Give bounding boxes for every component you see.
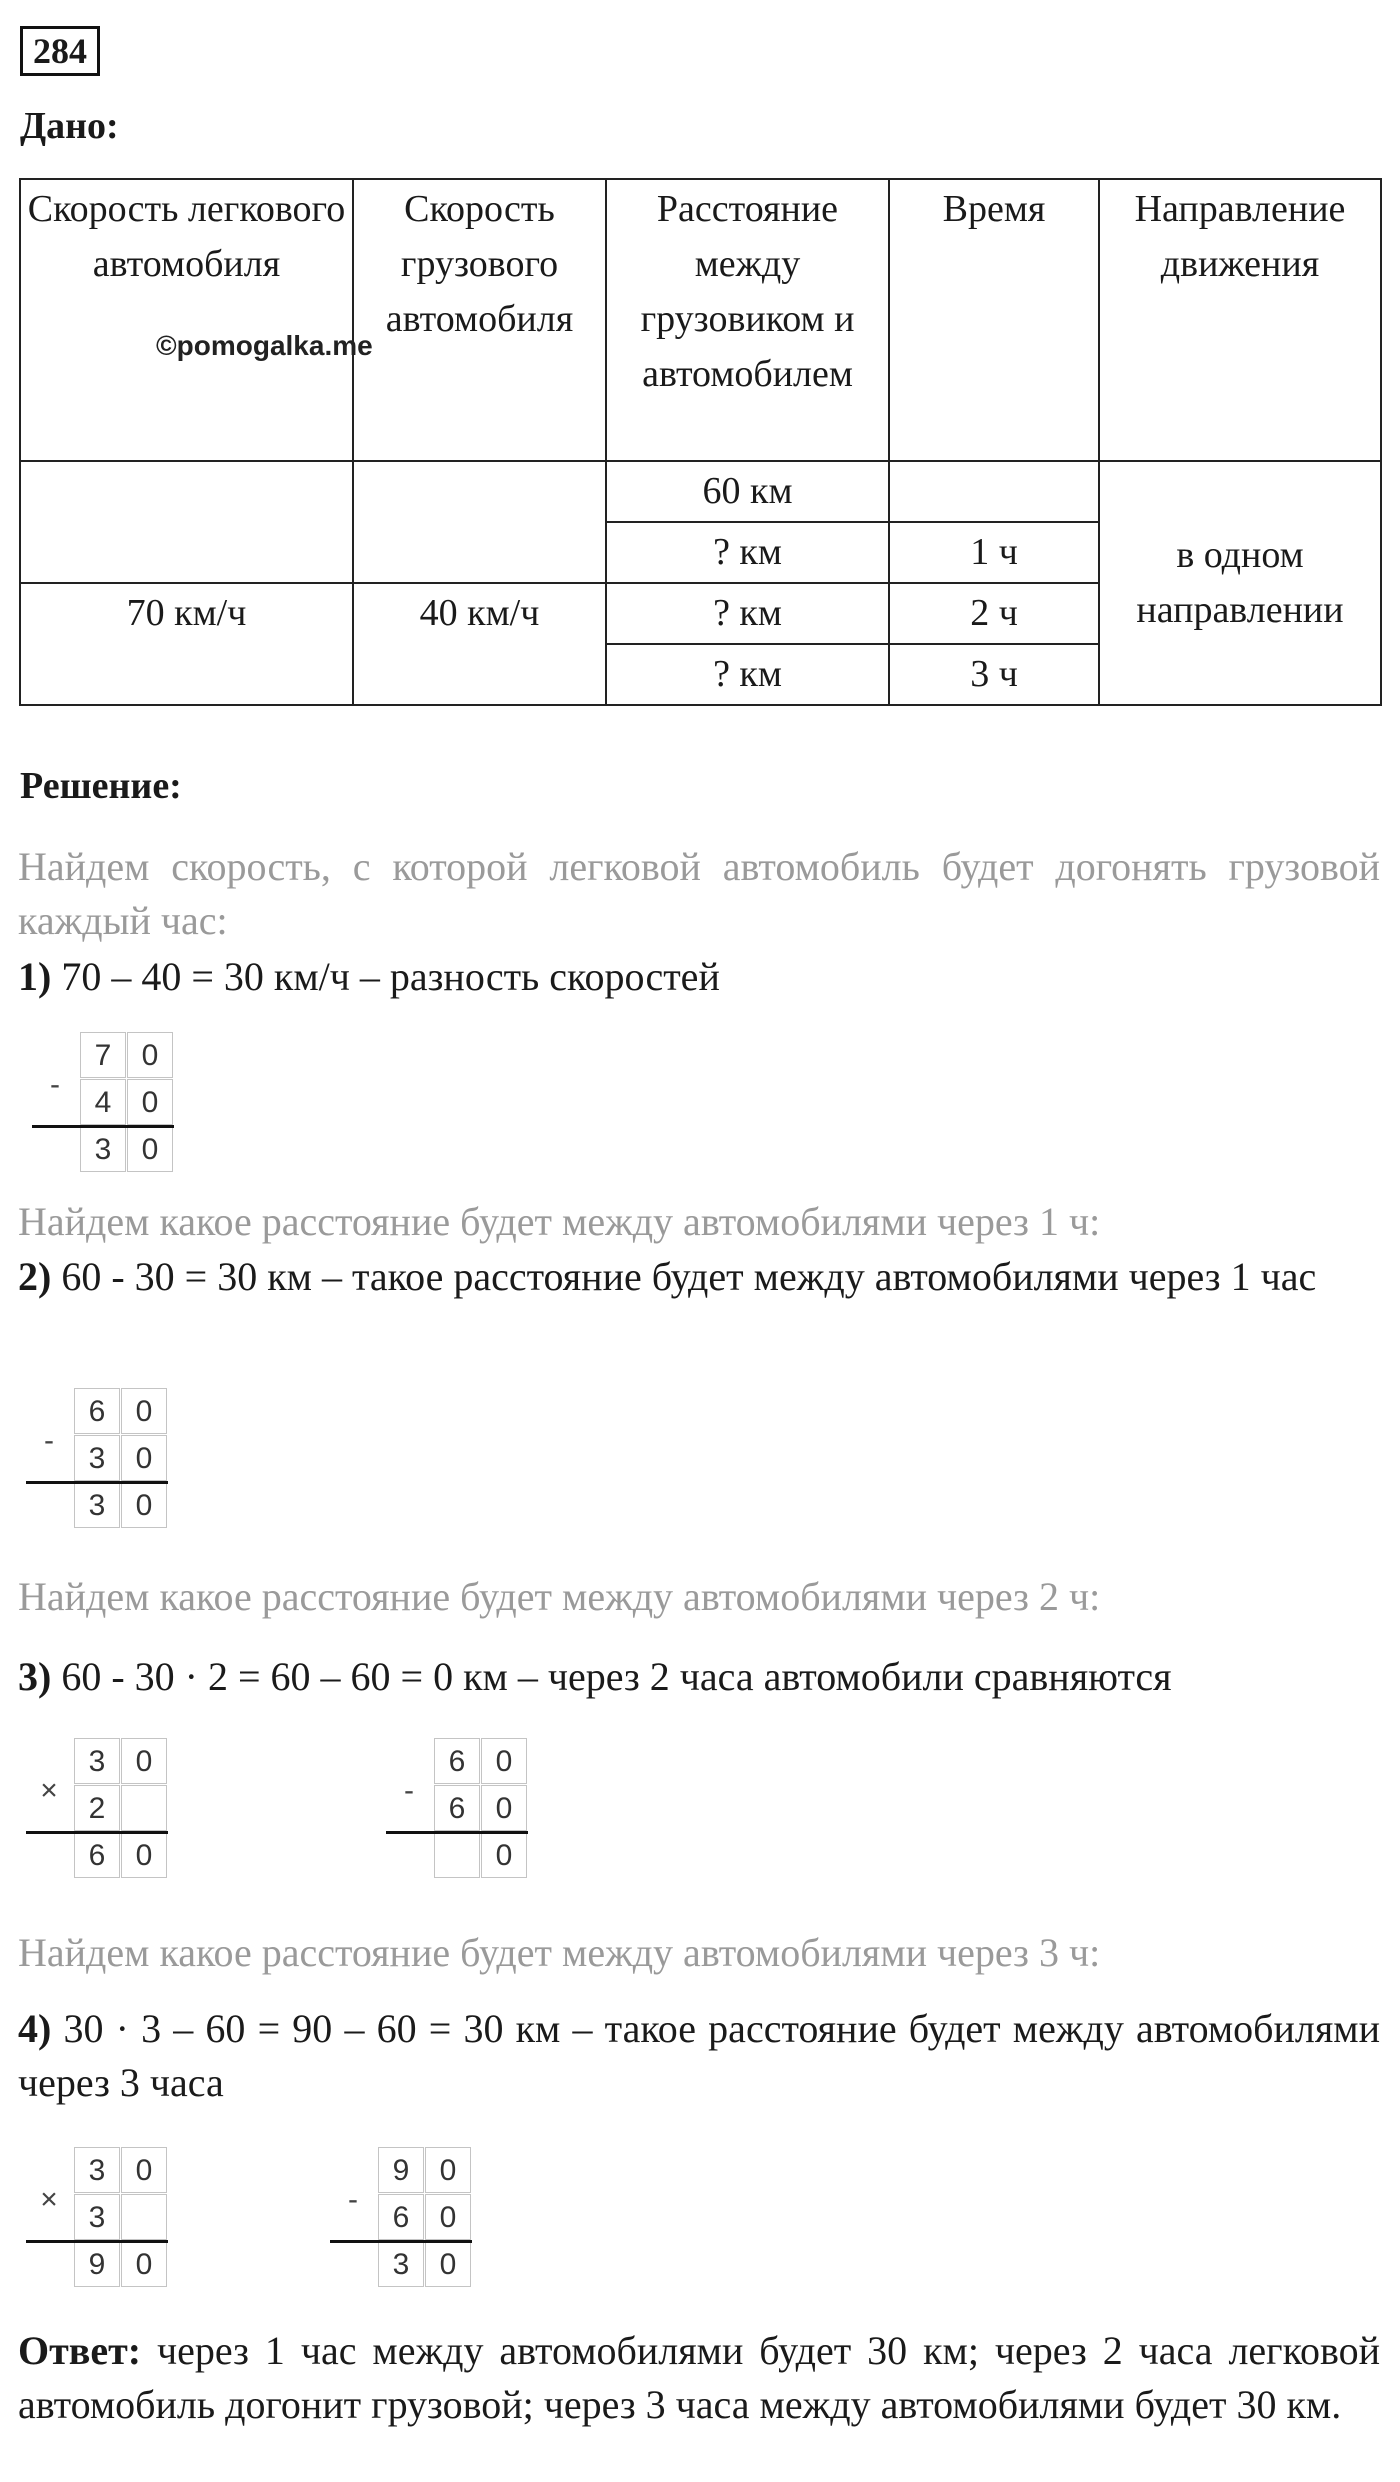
digit-cell: 7 [80,1032,126,1078]
digit-cell: 0 [121,2147,167,2193]
direction-cell: в одном направлении [1099,461,1381,705]
operator-sign: × [40,1774,58,1807]
digit-cell: 6 [434,1738,480,1784]
column-calc [330,2147,472,2289]
result-line [26,2240,168,2243]
step3-label: 3) [18,1654,52,1699]
digit-cell: 3 [74,2194,120,2240]
time-cell-0 [889,461,1099,522]
digit-cell: 6 [74,1388,120,1434]
digit-cell: 0 [425,2147,471,2193]
result-line [386,1831,528,1834]
operator-sign: - [404,1774,414,1807]
column-calc [26,2147,168,2289]
answer-paragraph [18,2324,1380,2432]
time-cell-1: 1 ч [889,522,1099,583]
column-calc [386,1738,528,1880]
operator-sign: × [40,2183,58,2216]
operator-sign: - [348,2183,358,2216]
result-line [330,2240,472,2243]
time-cell-3: 3 ч [889,644,1099,705]
time-cell-2: 2 ч [889,583,1099,644]
digit-cell: 0 [121,2241,167,2287]
operator-sign: - [44,1424,54,1457]
digit-cell: 0 [481,1738,527,1784]
solution-heading: Решение: [20,765,182,807]
digit-cell: 0 [127,1126,173,1172]
task-number-box: 284 [20,26,100,76]
header-direction: Направление движения [1099,179,1381,461]
digit-cell: 9 [378,2147,424,2193]
truck-speed-cell: 40 км/ч [353,583,606,705]
distance-cell-2: ? км [606,583,889,644]
step4-line [18,2002,1380,2110]
digit-cell: 3 [74,1435,120,1481]
digit-cell: 0 [121,1738,167,1784]
distance-cell-1: ? км [606,522,889,583]
digit-cell: 9 [74,2241,120,2287]
answer-label: Ответ: [18,2328,142,2373]
digit-cell: 0 [425,2194,471,2240]
digit-cell: 3 [74,1482,120,1528]
step3-line [18,1650,1380,1704]
step1-label: 1) [18,954,52,999]
digit-cell [121,2194,167,2240]
result-line [26,1481,168,1484]
distance-cell-0: 60 км [606,461,889,522]
watermark: ©pomogalka.me [156,330,373,361]
step4-label: 4) [18,2006,52,2051]
distance-cell-3: ? км [606,644,889,705]
digit-cell: 0 [127,1032,173,1078]
step1-hint: Найдем скорость, с которой легковой автомобиль будет догонять грузовой каждый час: [18,844,1380,943]
given-heading: Дано: [20,105,119,147]
digit-cell: 6 [74,1832,120,1878]
header-distance: Расстояние между грузовиком и автомобилем [606,179,889,461]
digit-cell [434,1832,480,1878]
digit-cell: 0 [121,1435,167,1481]
digit-cell: 3 [74,2147,120,2193]
step2-hint: Найдем какое расстояние будет между автомобилями через 1 ч: [18,1199,1101,1244]
result-line [32,1125,174,1128]
step1-text: 70 – 40 = 30 км/ч – разность скоростей [61,954,720,999]
step2-text: 60 - 30 = 30 км – такое расстояние будет между автомобилями через 1 час [61,1254,1317,1299]
digit-cell: 6 [378,2194,424,2240]
digit-cell: 0 [481,1785,527,1831]
digit-cell: 6 [434,1785,480,1831]
result-line [26,1831,168,1834]
step4-text: 30 · 3 – 60 = 90 – 60 = 30 км – такое расстояние будет между автомобилями через 3 часа [18,2006,1380,2105]
car-speed-empty-cell [20,461,353,583]
digit-cell: 0 [121,1832,167,1878]
column-calc [32,1032,174,1174]
step1-line [18,950,1380,1004]
header-truck-speed: Скорость грузового автомобиля [353,179,606,461]
digit-cell: 3 [378,2241,424,2287]
column-calc [26,1388,168,1530]
step4-hint: Найдем какое расстояние будет между автомобилями через 3 ч: [18,1930,1101,1975]
digit-cell: 0 [425,2241,471,2287]
operator-sign: - [50,1068,60,1101]
digit-cell: 0 [121,1388,167,1434]
digit-cell [121,1785,167,1831]
header-time: Время [889,179,1099,461]
given-table [19,178,1382,706]
digit-cell: 0 [127,1079,173,1125]
answer-text: через 1 час между автомобилями будет 30 км; через 2 часа легковой автомобиль догонит грузовой; через 3 часа между автомобилями будет 30 км. [18,2328,1380,2427]
digit-cell: 0 [121,1482,167,1528]
digit-cell: 0 [481,1832,527,1878]
step2-line [18,1250,1380,1304]
column-calc [26,1738,168,1880]
step3-text: 60 - 30 · 2 = 60 – 60 = 0 км – через 2 часа автомобили сравняются [61,1654,1172,1699]
digit-cell: 3 [80,1126,126,1172]
step2-label: 2) [18,1254,52,1299]
step3-hint: Найдем какое расстояние будет между автомобилями через 2 ч: [18,1574,1101,1619]
car-speed-cell: 70 км/ч [20,583,353,705]
header-car-speed: Скорость легкового автомобиля [20,179,353,461]
digit-cell: 2 [74,1785,120,1831]
truck-speed-empty-cell [353,461,606,583]
digit-cell: 4 [80,1079,126,1125]
digit-cell: 3 [74,1738,120,1784]
